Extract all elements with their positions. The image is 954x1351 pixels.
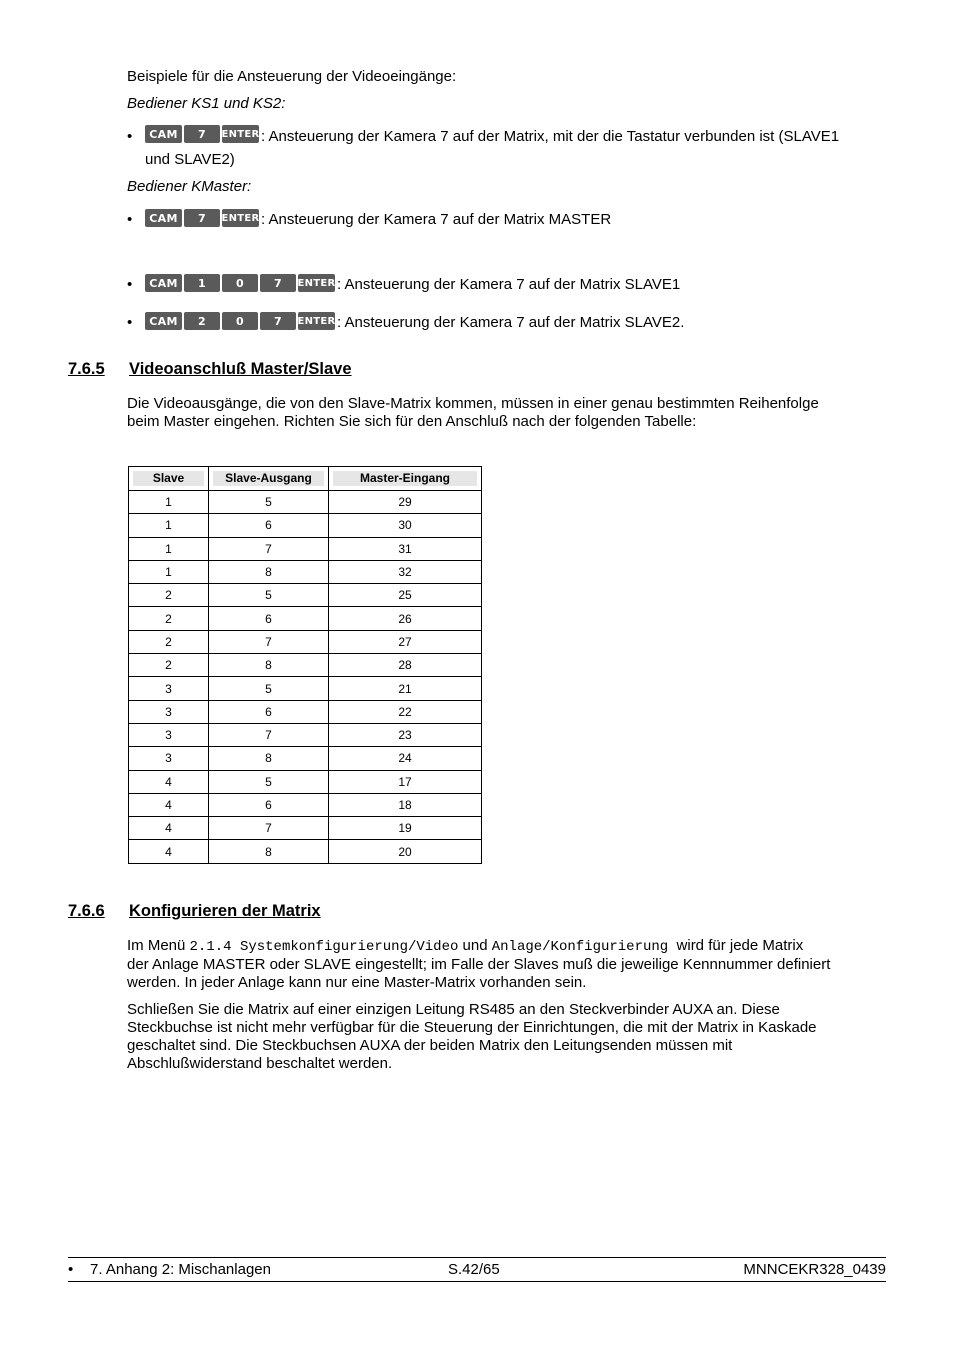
enter-key: ENTER [298, 274, 335, 292]
group1-label: Bediener KS1 und KS2: [127, 95, 286, 112]
table-row [129, 723, 482, 746]
table-cell: 3 [129, 747, 209, 770]
key-7: 7 [184, 209, 220, 227]
section2-para2-line2: Steckbuchse ist nicht mehr verfügbar für die Steuerung der Einrichtungen, die mit der Matrix in Kaskade [127, 1019, 817, 1036]
footer-rule-top [68, 1257, 886, 1258]
master-slave-table [128, 466, 482, 864]
menu-path-code: 2.1.4 Systemkonfigurierung/Video [189, 939, 459, 955]
section-number: 7.6.5 [68, 360, 105, 378]
table-header-slave-output: Slave-Ausgang [209, 467, 329, 491]
table-cell: 2 [129, 607, 209, 630]
bullet: • [127, 276, 133, 293]
footer-bullet: • [68, 1261, 74, 1278]
table-cell: 5 [209, 584, 329, 607]
table-cell: 29 [329, 491, 482, 514]
key-7: 7 [260, 274, 296, 292]
table-cell: 8 [209, 654, 329, 677]
table-cell: 18 [329, 793, 482, 816]
section1-para-line2: beim Master eingehen. Richten Sie sich für den Anschluß nach der folgenden Tabelle: [127, 413, 697, 430]
section-number: 7.6.6 [68, 902, 105, 920]
table-cell: 17 [329, 770, 482, 793]
group2-item2: : Ansteuerung der Kamera 7 auf der Matrix SLAVE1 [337, 276, 681, 293]
table-cell: 23 [329, 723, 482, 746]
table-cell: 6 [209, 607, 329, 630]
table-cell: 3 [129, 700, 209, 723]
group1-item: : Ansteuerung der Kamera 7 auf der Matrix, mit der die Tastatur verbunden ist (SLAVE1 [261, 128, 840, 145]
intro-title: Beispiele für die Ansteuerung der Videoeingänge: [127, 68, 457, 85]
cam-key: CAM [145, 125, 182, 143]
table-row [129, 793, 482, 816]
table-row [129, 491, 482, 514]
table-row [129, 584, 482, 607]
group2-item3: : Ansteuerung der Kamera 7 auf der Matrix SLAVE2. [337, 314, 685, 331]
table-cell: 7 [209, 537, 329, 560]
table-cell: 27 [329, 630, 482, 653]
key-0: 0 [222, 274, 258, 292]
table-cell: 19 [329, 817, 482, 840]
enter-key: ENTER [298, 312, 335, 330]
table-cell: 21 [329, 677, 482, 700]
section2-para1-line3: werden. In jeder Anlage kann nur eine Master-Matrix vorhanden sein. [127, 974, 587, 991]
menu-path-code: Anlage/Konfigurierung [491, 939, 669, 955]
section-heading-766 [68, 902, 321, 921]
table-row [129, 700, 482, 723]
bullet: • [127, 314, 133, 331]
table-cell: 1 [129, 537, 209, 560]
table-cell: 7 [209, 723, 329, 746]
table-row [129, 840, 482, 863]
table-cell: 2 [129, 654, 209, 677]
table-cell: 30 [329, 514, 482, 537]
table-cell: 31 [329, 537, 482, 560]
keystroke-row-4 [145, 312, 684, 332]
group2-label: Bediener KMaster: [127, 178, 252, 195]
table-cell: 1 [129, 560, 209, 583]
table-cell: 8 [209, 747, 329, 770]
table-cell: 4 [129, 793, 209, 816]
key-1: 1 [184, 274, 220, 292]
key-7: 7 [260, 312, 296, 330]
footer-page-number: S.42/65 [448, 1261, 500, 1278]
table-cell: 25 [329, 584, 482, 607]
group1-item-cont: und SLAVE2) [145, 151, 235, 168]
table-row [129, 560, 482, 583]
table-row [129, 514, 482, 537]
keystroke-row-3 [145, 274, 680, 294]
table-row [129, 817, 482, 840]
section-title: Videoanschluß Master/Slave [129, 360, 352, 378]
table-row [129, 747, 482, 770]
section2-para1-line1: Im Menü 2.1.4 Systemkonfigurierung/Video und Anlage/Konfigurierung wird für jede Matrix [127, 937, 804, 955]
table-cell: 24 [329, 747, 482, 770]
key-0: 0 [222, 312, 258, 330]
section1-para-line1: Die Videoausgänge, die von den Slave-Matrix kommen, müssen in einer genau bestimmten Reihenfolge [127, 395, 819, 412]
table-cell: 5 [209, 491, 329, 514]
table-cell: 32 [329, 560, 482, 583]
table-cell: 7 [209, 630, 329, 653]
table-cell: 4 [129, 817, 209, 840]
section2-para2-line1: Schließen Sie die Matrix auf einer einzigen Leitung RS485 an den Steckverbinder AUXA an. Diese [127, 1001, 780, 1018]
table-cell: 8 [209, 560, 329, 583]
table-header-slave: Slave [129, 467, 209, 491]
table-cell: 28 [329, 654, 482, 677]
table-row [129, 654, 482, 677]
bullet: • [127, 211, 133, 228]
table-cell: 3 [129, 723, 209, 746]
table-cell: 1 [129, 514, 209, 537]
footer-rule-bottom [68, 1281, 886, 1282]
section2-para1-line2: der Anlage MASTER oder SLAVE eingestellt; im Falle der Slaves muß die jeweilige Kennnummer definiert [127, 956, 831, 973]
bullet: • [127, 128, 133, 145]
table-row [129, 770, 482, 793]
table-cell: 22 [329, 700, 482, 723]
table-cell: 7 [209, 817, 329, 840]
footer-chapter: 7. Anhang 2: Mischanlagen [90, 1261, 271, 1278]
section2-para2-line3: geschaltet sind. Die Steckbuchsen AUXA der beiden Matrix den Leitungsenden müssen mit [127, 1037, 733, 1054]
enter-key: ENTER [222, 209, 259, 227]
cam-key: CAM [145, 312, 182, 330]
table-row [129, 630, 482, 653]
table-row [129, 537, 482, 560]
table-row [129, 677, 482, 700]
cam-key: CAM [145, 274, 182, 292]
key-2: 2 [184, 312, 220, 330]
table-cell: 8 [209, 840, 329, 863]
cam-key: CAM [145, 209, 182, 227]
table-cell: 2 [129, 630, 209, 653]
table-cell: 20 [329, 840, 482, 863]
table-row [129, 607, 482, 630]
section-heading-765 [68, 360, 352, 379]
table-cell: 6 [209, 514, 329, 537]
table-cell: 3 [129, 677, 209, 700]
table-cell: 6 [209, 793, 329, 816]
section2-para2-line4: Abschlußwiderstand beschaltet werden. [127, 1055, 393, 1072]
group2-item1: : Ansteuerung der Kamera 7 auf der Matrix MASTER [261, 211, 612, 228]
enter-key: ENTER [222, 125, 259, 143]
table-cell: 5 [209, 677, 329, 700]
table-cell: 5 [209, 770, 329, 793]
table-cell: 4 [129, 840, 209, 863]
table-cell: 6 [209, 700, 329, 723]
table-cell: 1 [129, 491, 209, 514]
keystroke-row-1 [145, 125, 839, 146]
table-cell: 26 [329, 607, 482, 630]
table-header-master-input: Master-Eingang [329, 467, 482, 491]
table-cell: 2 [129, 584, 209, 607]
footer-doc-id: MNNCEKR328_0439 [743, 1261, 886, 1278]
table-cell: 4 [129, 770, 209, 793]
section-title: Konfigurieren der Matrix [129, 902, 321, 920]
keystroke-row-2 [145, 209, 611, 229]
key-7: 7 [184, 125, 220, 143]
